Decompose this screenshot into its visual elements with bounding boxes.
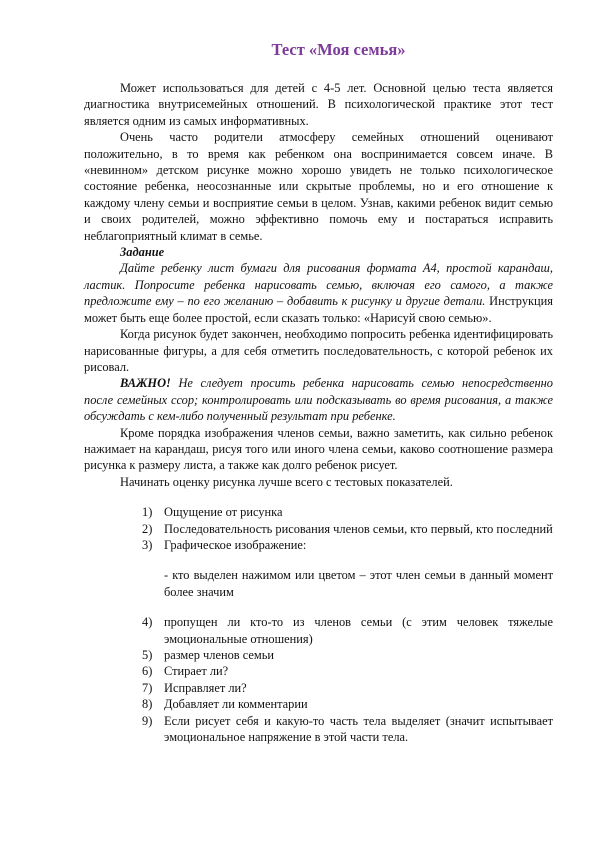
context-paragraph: Очень часто родители атмосферу семейных отношений оценивают положительно, в то время как ребенком она воспринимается совсем иначе. В «невинном» детском рисунке можно хорошо увидеть не только психологическое состояние ребенка, неосознанные или скрытые проблемы, но и его отношение к каждому члену семьи и восприятие семьи в целом. Узнав, какими ребенок видит семью и своих родителей, можно эффективно помочь ему и постараться исправить неблагоприятный климат в семье. — [84, 130, 553, 243]
task-italic-text: Дайте ребенку лист бумаги для рисования формата А4, простой карандаш, ластик. Попросите ребенка нарисовать семью, включая его самого, а также предложите ему – по его желанию – добавить к рисунку и другие детали. — [84, 261, 553, 309]
task-paragraph — [84, 260, 553, 326]
list-item: 5) размер членов семьи — [142, 648, 275, 662]
task-heading: Задание — [120, 245, 165, 260]
indicator-list-b — [84, 614, 553, 745]
page-title: Тест «Моя семья» — [271, 40, 406, 59]
identification-paragraph: Когда рисунок будет закончен, необходимо попросить ребенка идентифицировать нарисованные фигуры, а для себя отметить последовательность, с которой ребенок их рисовал. — [84, 327, 553, 374]
list-item: 7) Исправляет ли? — [142, 680, 247, 695]
list-item: 2) Последовательность рисования членов семьи, кто первый, кто последний — [142, 521, 553, 536]
list-item: 1) Ощущение от рисунка — [142, 505, 283, 520]
list-item: 3) Графическое изображение: — [142, 537, 307, 552]
important-label: ВАЖНО! — [120, 376, 171, 391]
important-paragraph — [84, 375, 553, 424]
list-item: 6) Стирает ли? — [142, 664, 229, 679]
evaluation-paragraph: Начинать оценку рисунка лучше всего с тестовых показателей. — [120, 474, 453, 489]
important-text: Не следует просить ребенка нарисовать семью непосредственно после семейных ссор; контролировать или подсказывать во время рисования, а также обсуждать с кем-либо полученный результат при ребенке. — [84, 376, 553, 424]
graphic-sub-item: - кто выделен нажимом или цветом – этот член семьи в данный момент более значим — [164, 568, 553, 599]
indicator-list-a — [84, 504, 553, 553]
list-item: 4) пропущен ли кто-то из членов семьи (с этим человек тяжелые эмоциональные отношения) — [142, 615, 553, 646]
list-item: 8) Добавляет ли комментарии — [142, 697, 308, 712]
document-page — [84, 40, 553, 745]
observation-paragraph: Кроме порядка изображения членов семьи, важно заметить, как сильно ребенок нажимает на карандаш, рисуя того или иного члена семьи, каково соотношение размера рисунка к размеру листа, а также как долго ребенок рисует. — [84, 425, 553, 473]
task-normal-text: Инструкция может быть еще более простой, если сказать только: «Нарисуй свою семью». — [84, 294, 554, 325]
intro-paragraph: Может использоваться для детей с 4-5 лет. Основной целью теста является диагностика внутрисемейных отношений. В психологической практике этот тест является одним из самых информативных. — [84, 81, 553, 128]
list-item: 9) Если рисует себя и какую-то часть тела выделяет (значит испытывает эмоциональное напряжение в этой части тела. — [142, 713, 553, 745]
